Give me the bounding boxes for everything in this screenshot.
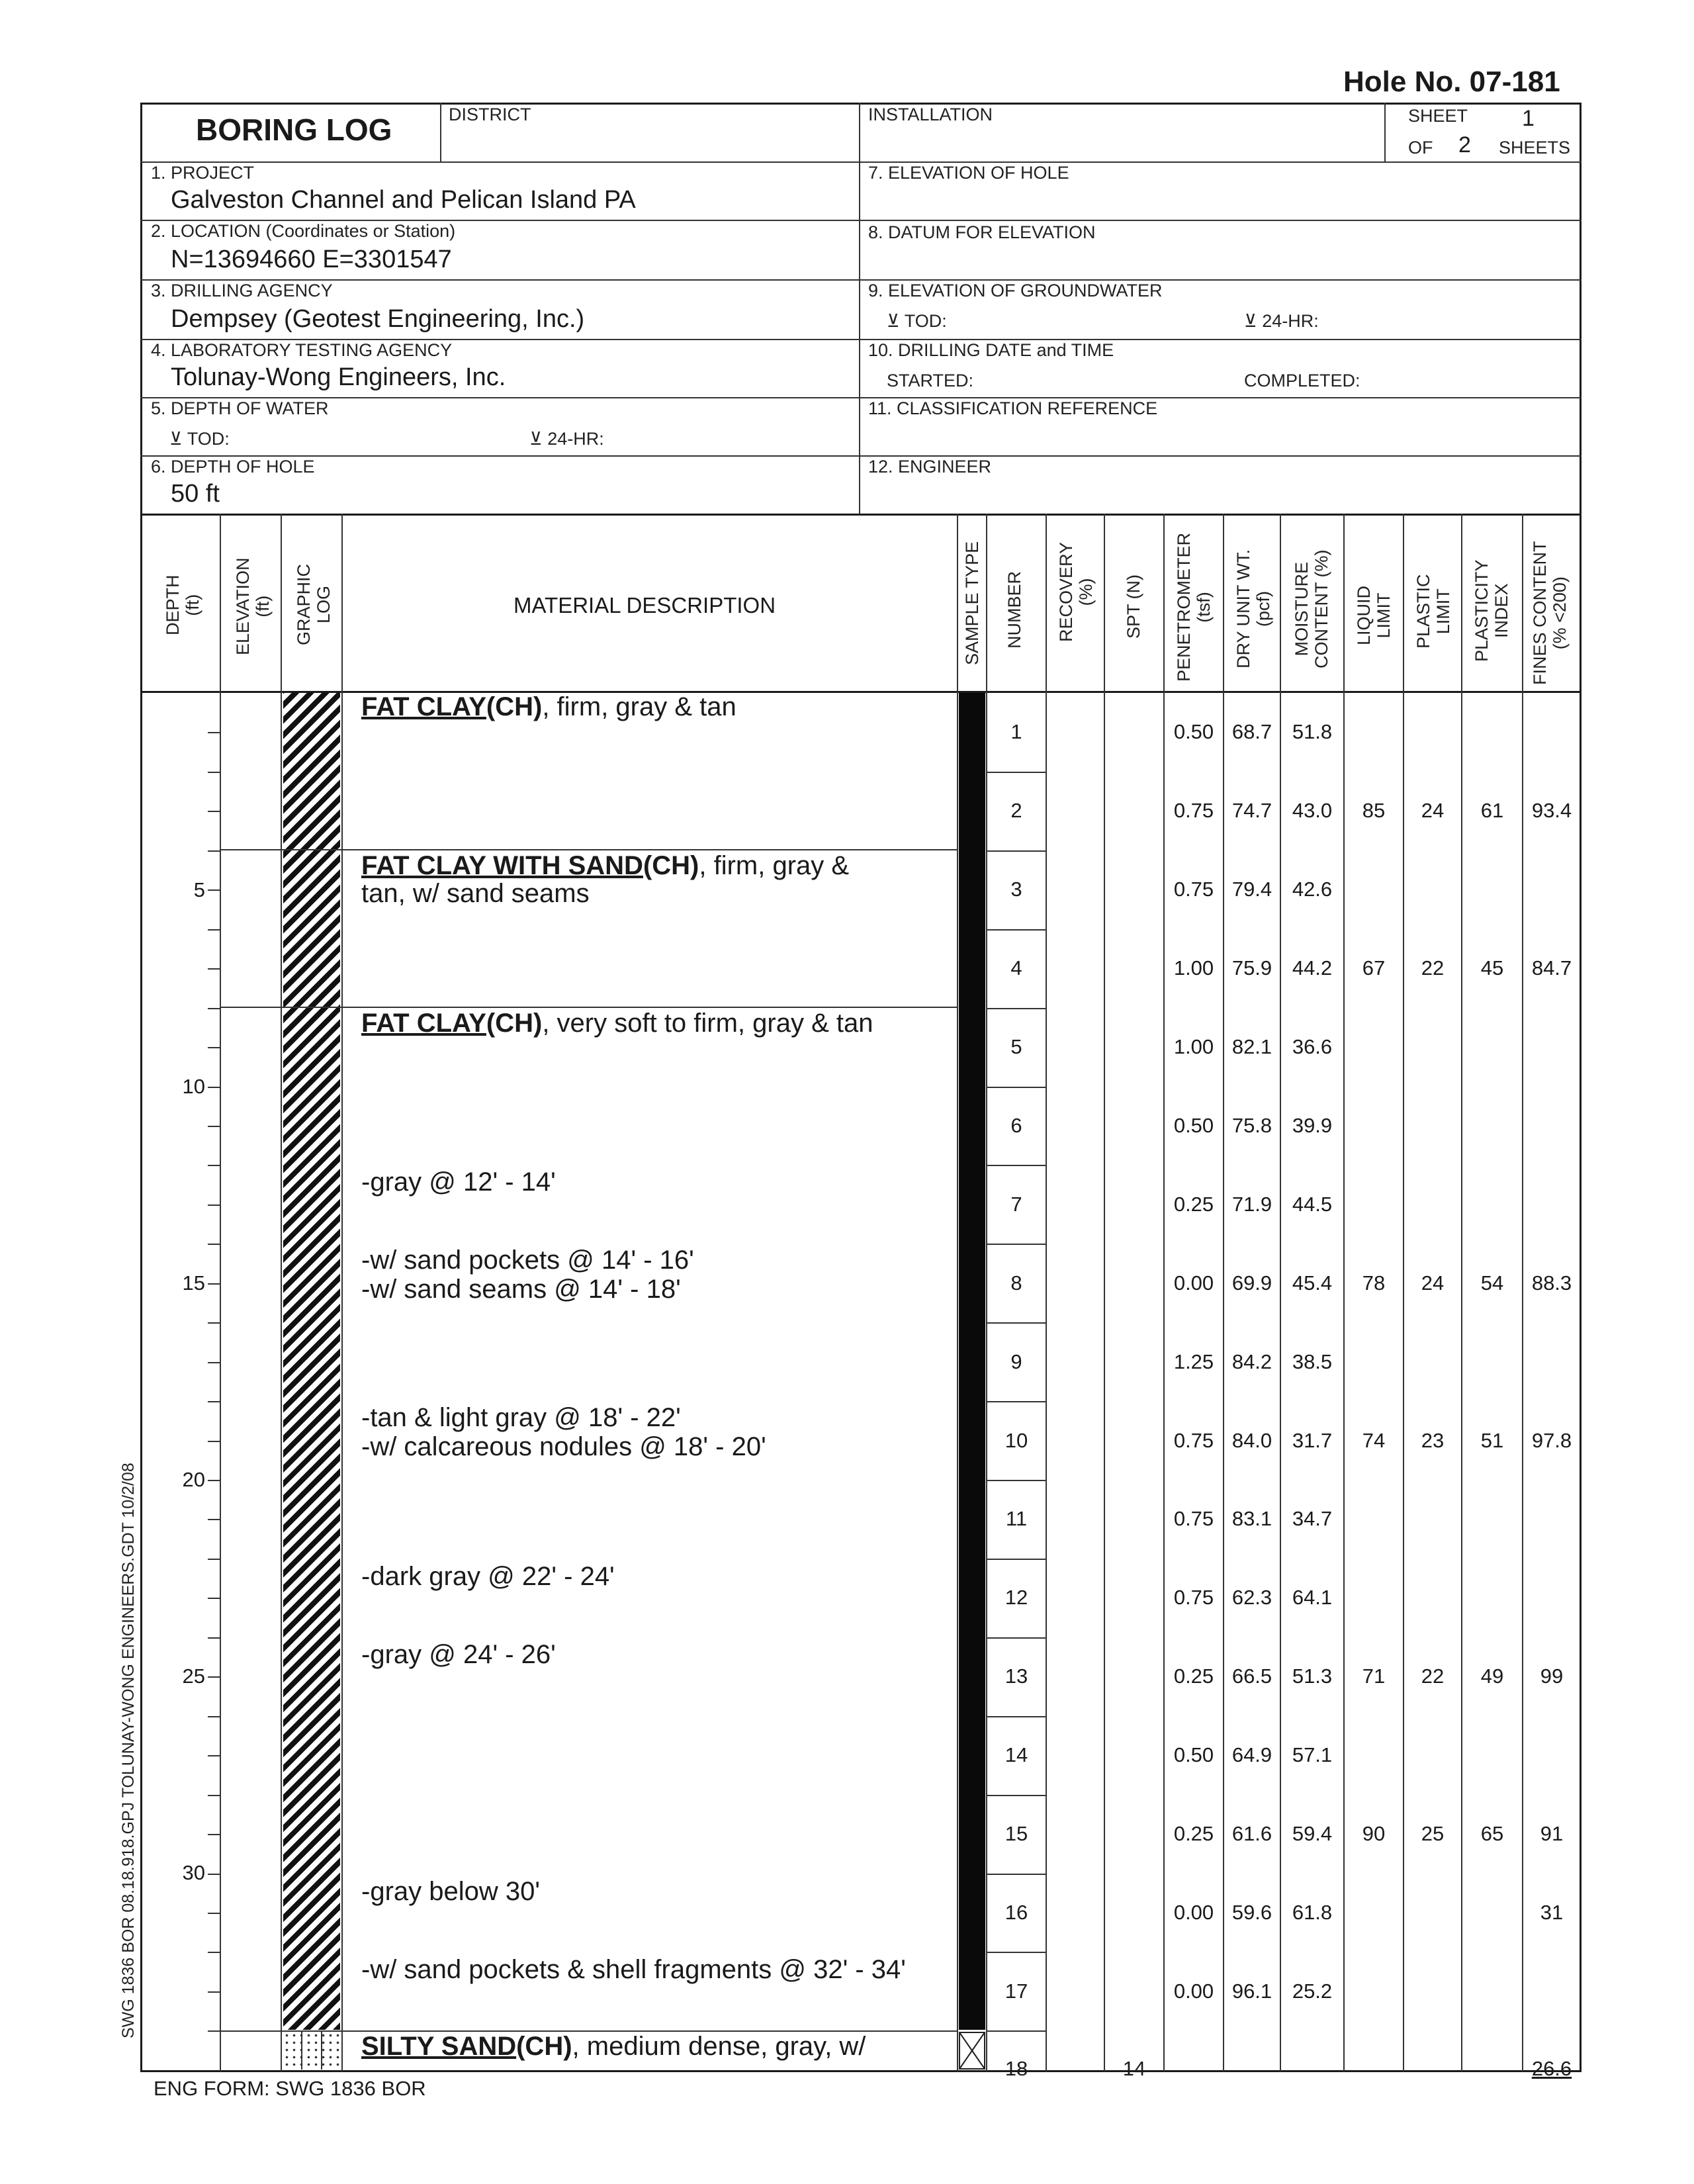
sample-n-cell: 4	[1010, 956, 1022, 979]
side-file-reference: SWG 1836 BOR 08.18.918.GPJ TOLUNAY-WONG ENGINEERS.GDT 10/2/08	[119, 1463, 138, 2038]
sample-row-divider	[986, 1874, 1046, 1875]
depth-tick	[208, 811, 220, 812]
groundwater-tod: ⊻ TOD:	[887, 311, 947, 331]
depth-tick	[208, 1755, 220, 1756]
note-gray-24-26: -gray @ 24' - 26'	[361, 1640, 556, 1669]
depth-tick	[208, 1637, 220, 1639]
note-sand-pockets-14-16: -w/ sand pockets @ 14' - 16'	[361, 1246, 694, 1275]
lab-agency-value: Tolunay-Wong Engineers, Inc.	[171, 363, 506, 391]
sample-mc-cell: 64.1	[1292, 1586, 1333, 1609]
col-dry-unit-wt: DRY UNIT WT. (pcf)	[1233, 549, 1273, 668]
sample-dry-cell: 68.7	[1231, 720, 1272, 743]
sample-pl-cell: 25	[1421, 1822, 1445, 1845]
sample-dry-cell: 79.4	[1231, 878, 1272, 901]
depth-tick	[208, 732, 220, 733]
depth-tick	[208, 1322, 220, 1324]
sample-row-divider	[986, 1637, 1046, 1639]
sample-ll-cell: 85	[1362, 799, 1386, 822]
sample-mc-cell: 44.5	[1292, 1193, 1333, 1216]
sample-n-cell: 8	[1010, 1271, 1022, 1295]
sample-n-cell: 5	[1010, 1035, 1022, 1058]
location-label: 2. LOCATION (Coordinates or Station)	[151, 221, 456, 241]
sample-n-cell: 12	[1004, 1586, 1028, 1609]
sample-pl-cell: 22	[1421, 1664, 1445, 1688]
started-label: STARTED:	[887, 371, 974, 390]
sample-pen-cell: 0.00	[1173, 1271, 1214, 1295]
sample-row-divider	[986, 1087, 1046, 1088]
sample-fines-cell: 26.6	[1531, 2057, 1572, 2080]
sample-n-cell: 10	[1004, 1429, 1028, 1452]
sample-ll-cell: 74	[1362, 1429, 1386, 1452]
datum-label: 8. DATUM FOR ELEVATION	[868, 222, 1096, 242]
sample-pl-cell: 24	[1421, 1271, 1445, 1295]
sample-row-divider	[986, 772, 1046, 773]
sample-fines-cell: 91	[1540, 1822, 1564, 1845]
project-label: 1. PROJECT	[151, 163, 255, 183]
elevation-label: 7. ELEVATION OF HOLE	[868, 163, 1069, 183]
sample-mc-cell: 36.6	[1292, 1035, 1333, 1058]
sample-pen-cell: 0.25	[1173, 1822, 1214, 1845]
col-number: NUMBER	[1004, 570, 1024, 649]
sample-dry-cell: 59.6	[1231, 1901, 1272, 1924]
sample-row-divider	[986, 850, 1046, 852]
sample-pi-cell: 51	[1480, 1429, 1504, 1452]
sample-n-cell: 6	[1010, 1114, 1022, 1137]
depth-tick	[208, 1716, 220, 1717]
sample-ll-cell: 78	[1362, 1271, 1386, 1295]
sample-pen-cell: 0.25	[1173, 1193, 1214, 1216]
hole-number: Hole No. 07-181	[1343, 66, 1560, 98]
footer-form-id: ENG FORM: SWG 1836 BOR	[154, 2077, 426, 2100]
note-tan-light-gray-18-22: -tan & light gray @ 18' - 22'	[361, 1403, 681, 1432]
hole-depth-value: 50 ft	[171, 480, 220, 508]
sample-pl-cell: 23	[1421, 1429, 1445, 1452]
sample-mc-cell: 57.1	[1292, 1743, 1333, 1766]
depth-tick	[208, 1913, 220, 1914]
sample-pl-cell: 22	[1421, 956, 1445, 979]
sample-pen-cell: 1.00	[1173, 956, 1214, 979]
sample-n-cell: 2	[1010, 799, 1022, 822]
sample-row-divider	[986, 1401, 1046, 1402]
sample-pi-cell: 65	[1480, 1822, 1504, 1845]
depth-tick	[208, 772, 220, 773]
depth-tick	[208, 1126, 220, 1127]
stratum-3-description: FAT CLAY(CH), very soft to firm, gray & tan	[361, 1009, 873, 1038]
sample-dry-cell: 69.9	[1231, 1271, 1272, 1295]
sample-row-divider	[986, 1716, 1046, 1717]
hole-depth-label: 6. DEPTH OF HOLE	[151, 457, 315, 477]
depth-tick	[208, 1834, 220, 1835]
sample-pen-cell: 0.75	[1173, 1507, 1214, 1530]
sample-n-cell: 1	[1010, 720, 1022, 743]
sample-dry-cell: 62.3	[1231, 1586, 1272, 1609]
water-depth-label: 5. DEPTH OF WATER	[151, 398, 329, 418]
sample-ll-cell: 71	[1362, 1664, 1386, 1688]
depth-tick	[208, 1008, 220, 1009]
drilling-date-label: 10. DRILLING DATE and TIME	[868, 340, 1114, 360]
depth-tick	[208, 1952, 220, 1953]
depth-tick	[208, 1244, 220, 1245]
depth-tick	[208, 1047, 220, 1048]
stratum-2-description: FAT CLAY WITH SAND(CH), firm, gray &	[361, 851, 850, 880]
depth-tick	[208, 1441, 220, 1442]
location-value: N=13694660 E=3301547	[171, 246, 452, 273]
water-24hr: ⊻ 24-HR:	[529, 429, 604, 449]
sample-mc-cell: 42.6	[1292, 878, 1333, 901]
project-value: Galveston Channel and Pelican Island PA	[171, 186, 636, 214]
sample-mc-cell: 43.0	[1292, 799, 1333, 822]
depth-label-5: 5	[193, 878, 205, 901]
col-elevation: ELEVATION (ft)	[233, 557, 273, 655]
note-gray-below-30: -gray below 30'	[361, 1877, 540, 1906]
sample-type-split-spoon-icon	[959, 2032, 985, 2070]
sample-mc-cell: 61.8	[1292, 1901, 1333, 1924]
sample-n-cell: 14	[1004, 1743, 1028, 1766]
sample-row-divider	[986, 1952, 1046, 1953]
col-material-description: MATERIAL DESCRIPTION	[513, 593, 776, 617]
sample-row-divider	[986, 2030, 1046, 2032]
sample-dry-cell: 75.8	[1231, 1114, 1272, 1137]
depth-tick	[208, 1559, 220, 1560]
stratum-1-description: FAT CLAY(CH), firm, gray & tan	[361, 692, 736, 721]
col-plastic-limit: PLASTIC LIMIT	[1413, 574, 1453, 649]
note-gray-12-14: -gray @ 12' - 14'	[361, 1167, 556, 1197]
sample-ll-cell: 67	[1362, 956, 1386, 979]
sheets-label: SHEETS	[1499, 138, 1571, 158]
col-graphic-log: GRAPHIC LOG	[294, 563, 334, 645]
sample-row-divider	[986, 1480, 1046, 1481]
depth-tick	[208, 1165, 220, 1166]
depth-tick	[208, 1519, 220, 1520]
sample-pi-cell: 45	[1480, 956, 1504, 979]
col-plasticity-index: PLASTICITY INDEX	[1472, 559, 1511, 662]
col-fines-content: FINES CONTENT (% <200)	[1530, 541, 1570, 685]
note-sand-seams-14-18: -w/ sand seams @ 14' - 18'	[361, 1275, 681, 1304]
sample-dry-cell: 64.9	[1231, 1743, 1272, 1766]
graphic-log-fat-clay	[283, 693, 340, 2030]
depth-tick	[208, 968, 220, 970]
sample-pi-cell: 54	[1480, 1271, 1504, 1295]
sample-ll-cell: 90	[1362, 1822, 1386, 1845]
sample-dry-cell: 82.1	[1231, 1035, 1272, 1058]
sample-pen-cell: 0.50	[1173, 720, 1214, 743]
col-spt: SPT (N)	[1124, 574, 1143, 639]
depth-tick	[208, 2030, 220, 2032]
depth-tick	[208, 1598, 220, 1599]
sample-row-divider	[986, 1008, 1046, 1009]
groundwater-label: 9. ELEVATION OF GROUNDWATER	[868, 281, 1163, 300]
sample-fines-cell: 31	[1540, 1901, 1564, 1924]
sample-dry-cell: 66.5	[1231, 1664, 1272, 1688]
drilling-agency-value: Dempsey (Geotest Engineering, Inc.)	[171, 305, 585, 333]
col-liquid-limit: LIQUID LIMIT	[1354, 585, 1394, 645]
sample-dry-cell: 96.1	[1231, 1979, 1272, 2003]
sample-row-divider	[986, 1559, 1046, 1560]
sample-spt-cell: 14	[1122, 2057, 1146, 2080]
sample-pen-cell: 1.00	[1173, 1035, 1214, 1058]
sample-mc-cell: 51.3	[1292, 1664, 1333, 1688]
district-label: DISTRICT	[449, 105, 531, 124]
engineer-label: 12. ENGINEER	[868, 457, 992, 477]
depth-tick	[208, 1362, 220, 1363]
col-recovery: RECOVERY (%)	[1056, 541, 1096, 642]
stratum-4-description: SILTY SAND(CH), medium dense, gray, w/	[361, 2032, 866, 2061]
depth-tick	[208, 1480, 220, 1481]
stratum-2-description-line2: tan, w/ sand seams	[361, 879, 590, 908]
depth-tick	[208, 1401, 220, 1402]
note-shell-fragments-32-34: -w/ sand pockets & shell fragments @ 32' - 34'	[361, 1955, 906, 1984]
sample-pen-cell: 0.00	[1173, 1901, 1214, 1924]
sample-dry-cell: 75.9	[1231, 956, 1272, 979]
note-calcareous-18-20: -w/ calcareous nodules @ 18' - 20'	[361, 1432, 766, 1461]
sample-fines-cell: 88.3	[1531, 1271, 1572, 1295]
classification-label: 11. CLASSIFICATION REFERENCE	[868, 398, 1158, 418]
depth-tick	[208, 850, 220, 852]
sample-row-divider	[986, 1244, 1046, 1245]
depth-tick	[208, 1991, 220, 1993]
sample-n-cell: 15	[1004, 1822, 1028, 1845]
depth-tick	[208, 889, 220, 891]
sample-n-cell: 3	[1010, 878, 1022, 901]
sheet-total: 2	[1458, 132, 1471, 158]
sample-dry-cell: 83.1	[1231, 1507, 1272, 1530]
sample-pi-cell: 49	[1480, 1664, 1504, 1688]
sample-pen-cell: 0.50	[1173, 1114, 1214, 1137]
sample-pen-cell: 0.50	[1173, 1743, 1214, 1766]
sample-mc-cell: 34.7	[1292, 1507, 1333, 1530]
sample-fines-cell: 97.8	[1531, 1429, 1572, 1452]
installation-label: INSTALLATION	[868, 105, 993, 124]
sample-mc-cell: 44.2	[1292, 956, 1333, 979]
sample-pen-cell: 0.75	[1173, 878, 1214, 901]
depth-label-30: 30	[182, 1861, 205, 1884]
col-sample-type: SAMPLE TYPE	[962, 541, 982, 665]
col-depth: DEPTH (ft)	[163, 574, 202, 635]
sample-n-cell: 11	[1005, 1507, 1028, 1530]
depth-label-25: 25	[182, 1664, 205, 1688]
sample-mc-cell: 45.4	[1292, 1271, 1333, 1295]
sample-fines-cell: 93.4	[1531, 799, 1572, 822]
sample-n-cell: 7	[1010, 1193, 1022, 1216]
depth-tick	[208, 929, 220, 931]
completed-label: COMPLETED:	[1244, 371, 1360, 390]
sample-mc-cell: 25.2	[1292, 1979, 1333, 2003]
sample-mc-cell: 38.5	[1292, 1350, 1333, 1373]
drilling-agency-label: 3. DRILLING AGENCY	[151, 281, 333, 300]
sample-n-cell: 13	[1004, 1664, 1028, 1688]
sample-dry-cell: 61.6	[1231, 1822, 1272, 1845]
sample-dry-cell: 74.7	[1231, 799, 1272, 822]
lab-agency-label: 4. LABORATORY TESTING AGENCY	[151, 340, 453, 360]
col-moisture: MOISTURE CONTENT (%)	[1292, 549, 1331, 668]
sample-row-divider	[986, 1165, 1046, 1166]
sample-fines-cell: 84.7	[1531, 956, 1572, 979]
sample-dry-cell: 84.2	[1231, 1350, 1272, 1373]
sample-pen-cell: 1.25	[1173, 1350, 1214, 1373]
sample-mc-cell: 39.9	[1292, 1114, 1333, 1137]
sample-row-divider	[986, 1795, 1046, 1796]
sample-fines-cell: 99	[1540, 1664, 1564, 1688]
water-tod: ⊻ TOD:	[169, 429, 230, 449]
sample-n-cell: 18	[1004, 2057, 1028, 2080]
sample-mc-cell: 51.8	[1292, 720, 1333, 743]
sample-dry-cell: 84.0	[1231, 1429, 1272, 1452]
sheet-of-label: OF	[1408, 138, 1433, 158]
depth-tick	[208, 1874, 220, 1875]
depth-label-10: 10	[182, 1075, 205, 1098]
depth-tick	[208, 1087, 220, 1088]
sample-pi-cell: 61	[1480, 799, 1504, 822]
sample-row-divider	[986, 1322, 1046, 1324]
sheet-number: 1	[1522, 106, 1535, 131]
sample-pen-cell: 0.00	[1173, 1979, 1214, 2003]
depth-tick	[208, 1283, 220, 1285]
depth-tick	[208, 1676, 220, 1678]
form-title: BORING LOG	[196, 113, 392, 147]
sample-mc-cell: 59.4	[1292, 1822, 1333, 1845]
sample-pen-cell: 0.25	[1173, 1664, 1214, 1688]
depth-tick	[208, 1795, 220, 1796]
sample-dry-cell: 71.9	[1231, 1193, 1272, 1216]
note-dark-gray-22-24: -dark gray @ 22' - 24'	[361, 1562, 615, 1591]
groundwater-24hr: ⊻ 24-HR:	[1244, 311, 1319, 331]
col-penetrometer: PENETROMETER (tsf)	[1174, 532, 1214, 682]
sample-type-shelby-tube	[959, 693, 985, 2030]
sample-pen-cell: 0.75	[1173, 1586, 1214, 1609]
depth-tick	[208, 1205, 220, 1206]
depth-label-15: 15	[182, 1271, 205, 1295]
graphic-log-silty-sand	[283, 2032, 340, 2070]
depth-label-20: 20	[182, 1468, 205, 1491]
sample-mc-cell: 31.7	[1292, 1429, 1333, 1452]
sheet-label: SHEET	[1408, 106, 1468, 126]
sample-n-cell: 17	[1004, 1979, 1028, 2003]
sample-pl-cell: 24	[1421, 799, 1445, 822]
sample-n-cell: 16	[1004, 1901, 1028, 1924]
sample-row-divider	[986, 929, 1046, 931]
sample-pen-cell: 0.75	[1173, 1429, 1214, 1452]
sample-pen-cell: 0.75	[1173, 799, 1214, 822]
sample-n-cell: 9	[1010, 1350, 1022, 1373]
